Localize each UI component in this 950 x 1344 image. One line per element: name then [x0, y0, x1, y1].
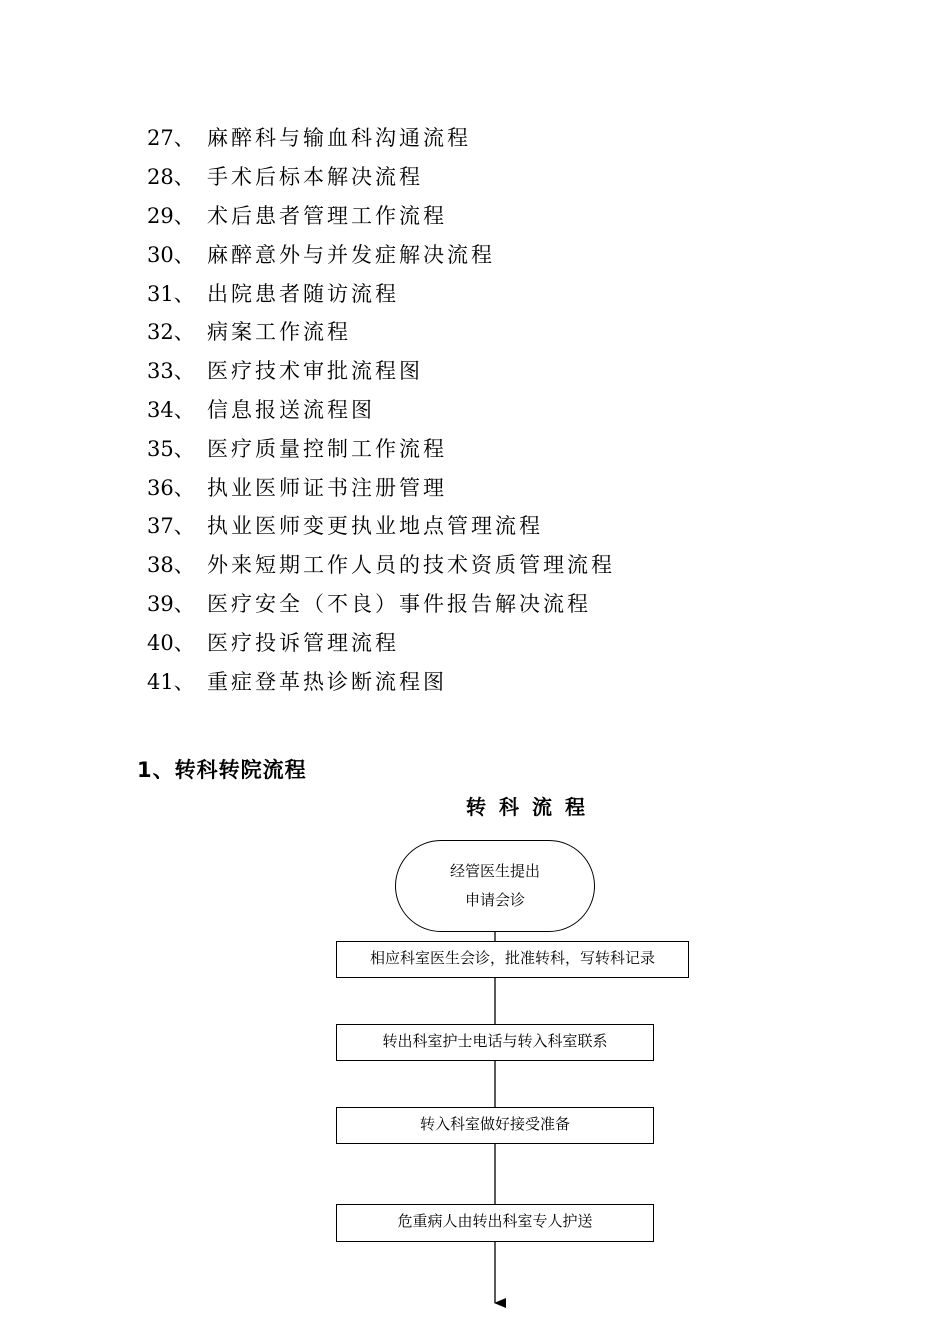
- toc-text: 重症登革热诊断流程图: [207, 669, 447, 694]
- toc-text: 医疗质量控制工作流程: [207, 436, 447, 461]
- toc-number: 28、: [147, 165, 195, 190]
- section-heading: 1、转科转院流程: [137, 758, 307, 782]
- toc-text: 外来短期工作人员的技术资质管理流程: [207, 553, 615, 578]
- toc-text: 信息报送流程图: [207, 397, 375, 422]
- toc-number: 30、: [147, 242, 195, 267]
- toc-number: 34、: [147, 397, 195, 422]
- toc-text: 病案工作流程: [207, 320, 351, 345]
- start-node-line1: 经管医生提出: [449, 862, 540, 880]
- start-node-line2: 申请会诊: [464, 891, 525, 909]
- toc-text: 麻醉意外与并发症解决流程: [207, 242, 495, 267]
- toc-number: 39、: [147, 591, 195, 616]
- toc-text: 医疗投诉管理流程: [207, 630, 399, 655]
- toc-number: 36、: [147, 475, 195, 500]
- toc-text: 手术后标本解决流程: [207, 165, 423, 190]
- step-box-escort: 危重病人由转出科室专人护送: [336, 1204, 654, 1242]
- flowchart-title: 转科流程: [466, 795, 598, 819]
- toc-number: 32、: [147, 320, 195, 345]
- toc-number: 37、: [147, 514, 195, 539]
- toc-text: 医疗技术审批流程图: [207, 359, 423, 384]
- step-box-consultation: 相应科室医生会诊，批准转科，写转科记录: [336, 941, 689, 978]
- toc-text: 医疗安全（不良）事件报告解决流程: [207, 591, 591, 616]
- toc-text: 执业医师证书注册管理: [207, 475, 447, 500]
- toc-text: 执业医师变更执业地点管理流程: [207, 514, 543, 539]
- toc-number: 40、: [147, 630, 195, 655]
- toc-number: 38、: [147, 553, 195, 578]
- toc-number: 33、: [147, 359, 195, 384]
- step-box-nurse-contact: 转出科室护士电话与转入科室联系: [336, 1024, 654, 1061]
- toc-number: 31、: [147, 281, 195, 306]
- start-node: [395, 840, 595, 932]
- toc-text: 麻醉科与输血科沟通流程: [207, 126, 471, 151]
- toc-text: 术后患者管理工作流程: [207, 203, 447, 228]
- toc-number: 41、: [147, 669, 195, 694]
- toc-text: 出院患者随访流程: [207, 281, 399, 306]
- step-box-prepare: 转入科室做好接受准备: [336, 1107, 654, 1144]
- toc-number: 27、: [147, 126, 195, 151]
- toc-number: 29、: [147, 203, 195, 228]
- toc-number: 35、: [147, 436, 195, 461]
